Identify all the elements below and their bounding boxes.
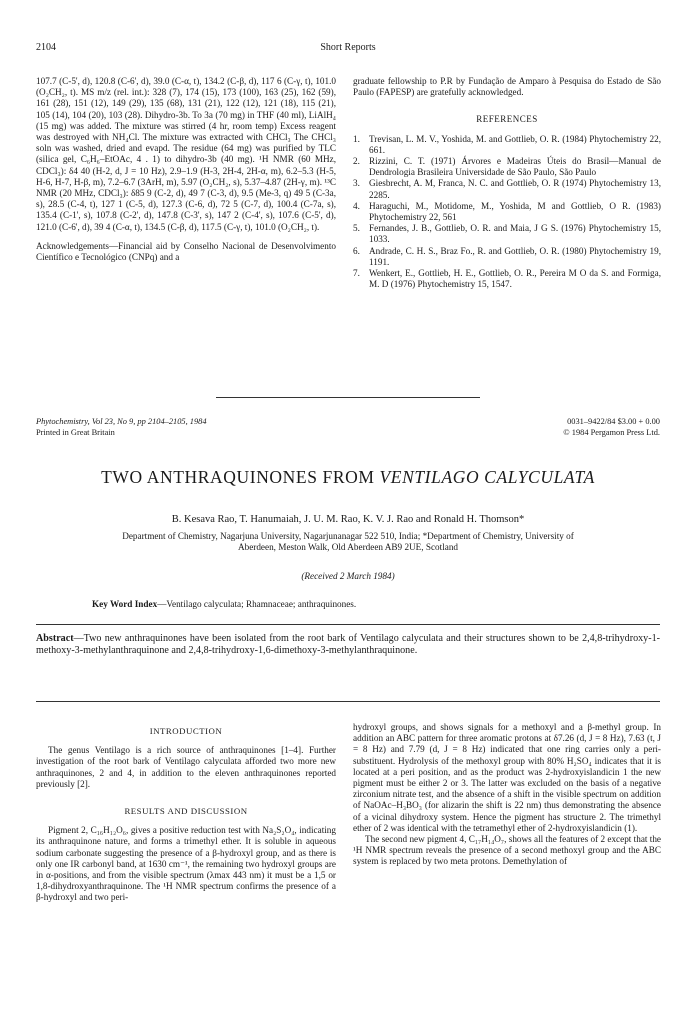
introduction-heading: INTRODUCTION — [149, 726, 223, 736]
acknowledgements-continued: graduate fellowship to P.R by Fundação de Amparo à Pesquisa do Estado de São Paulo (FAPESP) are gratefully acknowledged. — [353, 76, 661, 98]
keyword-index — [92, 599, 356, 609]
title-main: TWO ANTHRAQUINONES FROM — [101, 467, 380, 487]
received-date: (Received 2 March 1984) — [301, 571, 395, 581]
affiliation — [36, 531, 660, 554]
copyright-line: © 1984 Pergamon Press Ltd. — [563, 428, 660, 437]
journal-volume-line: Phytochemistry, Vol 23, No 9, pp 2104–2105, 1984 — [36, 417, 207, 426]
keyword-label: Key Word Index — [92, 599, 158, 609]
article-title — [36, 467, 660, 488]
price-code: 0031–9422/84 $3.00 + 0.00 — [567, 417, 660, 426]
printed-in-line: Printed in Great Britain — [36, 428, 115, 437]
keyword-text: —Ventilago calyculata; Rhamnaceae; anthraquinones. — [157, 599, 357, 609]
reference-item: 1. Trevisan, L. M. V., Yoshida, M. and Gottlieb, O. R. (1984) Phytochemistry 22, 661. — [353, 133, 661, 155]
abstract-box — [36, 624, 660, 702]
title-species: VENTILAGO CALYCULATA — [379, 467, 595, 487]
affiliation-line: Aberdeen, Meston Walk, Old Aberdeen AB9 2UE, Scotland — [237, 542, 459, 553]
copyright-info — [563, 416, 660, 438]
experimental-text: 107.7 (C-5', d), 120.8 (C-6', d), 39.0 (C-α, t), 134.2 (C-β, d), 117 6 (C-γ, t), 101.0 (O₂CH₂, t). MS m/z (rel. int.): 328 (7), 174 (15), 173 (100), 163 (25), 162 (59), 161 (28), 151 (12), 149 (29), 135 (68), 131 (21), 122 (12), 121 (18), 115 (21), 105 (14), 104 (20), 103 (28). Dihydro-3b. To 3a (70 mg) in THF (40 ml), LiAlH₄ (15 mg) was added. The mixture was stirred (4 hr, room temp) Excess reagent was destroyed with NH₄Cl. The mixture was extracted with CHCl₃ The CHCl₃ soln was washed, dried and evapd. The residue (64 mg) was purified by TLC (silica gel, C₆H₆–EtOAc, 4 . 1) to dihydro-3b (40 mg). ¹H NMR (60 MHz, CDCl₃): δ4 40 (H-2, d, J = 10 Hz), 2.9–1.9 (H-3, 2H-4, 2H-α, m), 6.2–5.3 (H-5, H-6, H-7, H-β, m), 7.2–6.7 (3ArH, m), 5.97 (O₂CH₂, s), 5.37–4.87 (2H-γ, m). ¹³C NMR (20 MHz, CDCl₃): δ85 9 (C-2, d), 49 7 (C-3, d), 9.5 (Me-3, q) 49 5 (C-3a, s), 28.5 (C-4, t), 127 1 (C-5, d), 127.3 (C-6, d), 72 5 (C-7, d), 100.4 (C-7a, s), 135.4 (C-1', s), 107.8 (C-2', d), 147.8 (C-3', s), 147 2 (C-4', s), 107.6 (C-5', d), 121.0 (C-6', d), 39 4 (C-α, t), 134.5 (C-β, d), 117.5 (C-γ, t), 101.0 (O₂CH₂, t). — [36, 76, 336, 232]
reference-item: 5. Fernandes, J. B., Gottlieb, O. R. and Maia, J G S. (1976) Phytochemistry 15, 1033. — [353, 223, 661, 245]
previous-article-left-column — [36, 76, 336, 263]
author-list: B. Kesava Rao, T. Hanumaiah, J. U. M. Rao, K. V. J. Rao and Ronald H. Thomson* — [171, 514, 525, 525]
affiliation-line: Department of Chemistry, Nagarjuna University, Nagarjunanagar 522 510, India; *Department of Chemistry, University of — [122, 531, 574, 541]
journal-citation — [36, 416, 207, 438]
abstract-label: Abstract — [36, 633, 74, 644]
section-title: Short Reports — [320, 42, 376, 53]
previous-article-right-column — [353, 76, 661, 290]
results-text-continued: hydroxyl groups, and shows signals for a methoxyl and a β-methyl group. In addition an ABC pattern for three aromatic protons at δ7.26 (d, J = 8 Hz), 7.63 (t, J = 8 Hz) and 7.79 (d, J = 8 Hz) indicated that one ring carries only a peri-substituent. Hydrolysis of the methoxyl group with 80% H₂SO₄ indicates that it is located at a peri position, and as the product was 2-hydroxyislandicin 1 the new pigment must be either 2 or 3. The latter was excluded on the basis of a negative zirconium nitrate test, and the absence of a shift in the visible spectrum on addition of NaOAc–H₃BO₃ (for alizarin the shift is 22 nm) thus demonstrating the absence of a vicinal dihydroxy system. Hence the pigment has structure 2. The trimethyl ether of 2 was identical with the tetramethyl ether of 2-hydroxyislandicin (1). — [353, 722, 661, 833]
article-right-column — [353, 722, 661, 868]
article-left-column — [36, 722, 336, 904]
reference-list — [353, 134, 661, 291]
reference-item: 2. Rizzini, C. T. (1971) Árvores e Madeiras Úteis do Brasil—Manual de Dendrologia Brasileira Universidade de São Paulo, São Paulo — [353, 156, 661, 178]
introduction-text: The genus Ventilago is a rich source of anthraquinones [1–4]. Further investigation of the root bark of Ventilago calyculata afforded two more new anthraquinones, 2 and 4, in addition to the eleven anthraquinones reported previously [2]. — [36, 745, 336, 789]
reference-item: 7. Wenkert, E., Gottlieb, H. E., Gottlieb, O. R., Pereira M O da S. and Formiga, M. D (1976) Phytochemistry 15, 1547. — [353, 268, 661, 290]
reference-item: 4. Haraguchi, M., Motidome, M., Yoshida, M and Gottlieb, O R. (1983) Phytochemistry 22, 561 — [353, 200, 661, 223]
results-text: Pigment 2, C₁₆H₁₂O₆, gives a positive reduction test with Na₂S₂O₄, indicating its anthraquinone nature, and forms a trimethyl ether. It is soluble in aqueous sodium carbonate suggesting the presence of a β-hydroxyl group, and as there is only one IR carbonyl band, at 1630 cm⁻¹, the remaining two hydroxyl groups are in α-positions, and from the visible spectrum (λmax 443 nm) it must be a 1,5 or 1,8-dihydroxyanthraquinone. The ¹H NMR spectrum confirms the presence of a β-hydroxyl and two peri- — [36, 825, 336, 903]
results-heading: RESULTS AND DISCUSSION — [124, 806, 248, 817]
reference-item: 6. Andrade, C. H. S., Braz Fo., R. and Gottlieb, O. R. (1980) Phytochemistry 19, 1191. — [353, 245, 661, 267]
section-divider — [216, 397, 480, 398]
abstract-text: —Two new anthraquinones have been isolated from the root bark of Ventilago calyculata and their structures shown to be 2,4,8-trihydroxy-1-methoxy-3-methylanthraquinone and 2,4,8-trihydroxy-1,6-dimethoxy-3-methylanthraquinone. — [36, 633, 660, 657]
abstract — [36, 633, 660, 658]
page-number: 2104 — [36, 42, 56, 53]
running-head — [36, 42, 660, 56]
reference-item: 3. Giesbrecht, A. M, Franca, N. C. and Gottlieb, O. R (1974) Phytochemistry 13, 2285. — [353, 178, 661, 200]
acknowledgements-text: Acknowledgements—Financial aid by Conselho Nacional de Desenvolvimento Científico e Tecnológico (CNPq) and a — [36, 240, 336, 263]
second-pigment-text: The second new pigment 4, C₁₇H₁₄O₇, shows all the features of 2 except that the ¹H NMR spectrum reveals the presence of a second methoxyl group and the ABC system is replaced by two meta protons. Demethylation of — [353, 834, 661, 867]
references-heading: REFERENCES — [476, 114, 538, 125]
